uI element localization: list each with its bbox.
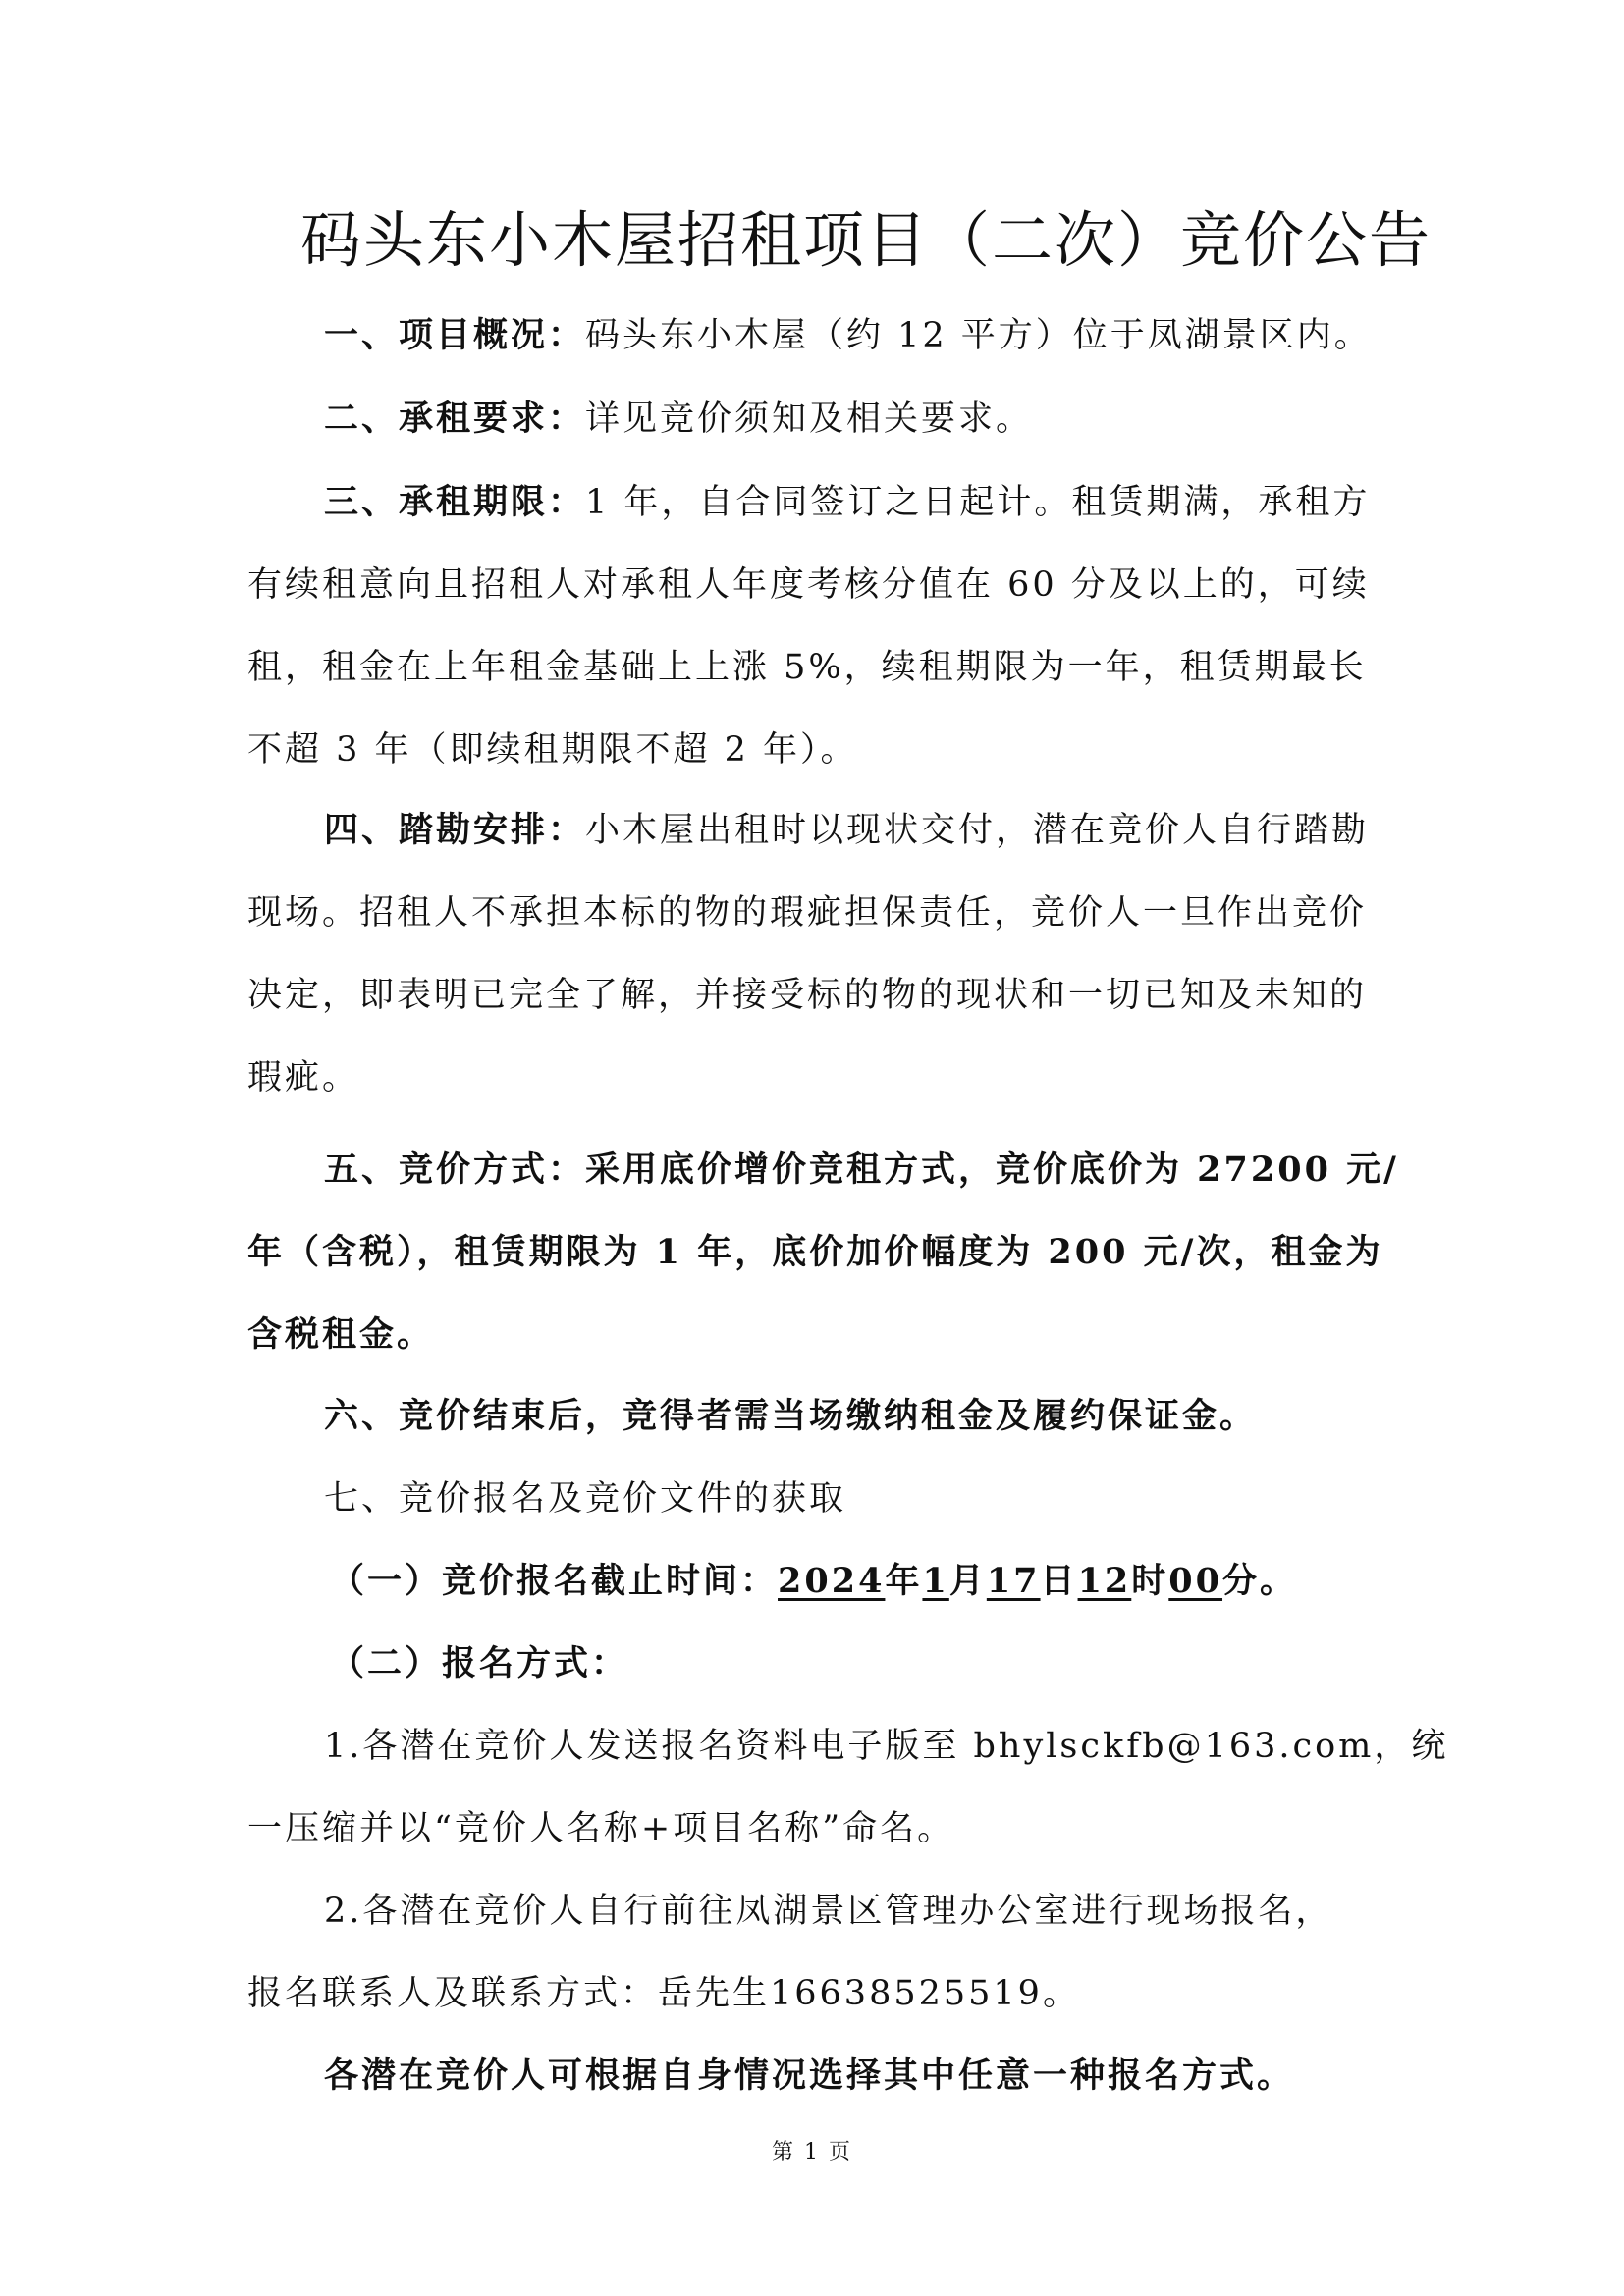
section-survey-line-2: 现场。招租人不承担本标的物的瑕疵担保责任，竞价人一旦作出竞价 xyxy=(247,893,1368,933)
deadline-month-unit: 月 xyxy=(948,1561,987,1601)
section-bidding-line-1: 五、竞价方式：采用底价增价竞租方式，竞价底价为 27200 元/ xyxy=(324,1149,1399,1190)
section-survey-line-1 xyxy=(324,807,1369,854)
registration-closing-note: 各潜在竞价人可根据自身情况选择其中任意一种报名方式。 xyxy=(324,2056,1295,2096)
section-term-line-2: 有续租意向且招租人对承租人年度考核分值在 60 分及以上的，可续 xyxy=(247,565,1370,605)
section-survey-text: 小木屋出租时以现状交付，潜在竞价人自行踏勘 xyxy=(585,811,1370,850)
section-survey-label: 四、踏勘安排： xyxy=(324,810,586,850)
section-term-line-1 xyxy=(324,479,1370,526)
section-survey-line-3: 决定，即表明已完全了解，并接受标的物的现状和一切已知及未知的 xyxy=(247,976,1368,1015)
section-bidding-line-3: 含税租金。 xyxy=(247,1314,435,1355)
section-term-label: 三、承租期限： xyxy=(324,482,586,522)
registration-method-heading: （二）报名方式： xyxy=(330,1643,629,1683)
deadline-day-unit: 日 xyxy=(1040,1561,1078,1601)
page-title: 码头东小木屋招租项目（二次）竞价公告 xyxy=(299,204,1432,276)
registration-method-1-line-1: 1.各潜在竞价人发送报名资料电子版至 bhylsckfb@163.com，统 xyxy=(324,1727,1449,1766)
registration-method-2-line-1: 2.各潜在竞价人自行前往凤湖景区管理办公室进行现场报名， xyxy=(324,1892,1333,1931)
section-survey-line-4: 瑕疵。 xyxy=(247,1058,360,1097)
section-overview-text: 码头东小木屋（约 12 平方）位于凤湖景区内。 xyxy=(585,316,1372,355)
deadline-hour: 12 xyxy=(1077,1561,1132,1601)
section-bidding-line-2: 年（含税），租赁期限为 1 年，底价加价幅度为 200 元/次，租金为 xyxy=(247,1232,1383,1272)
section-requirements xyxy=(324,396,1033,443)
section-overview-label: 一、项目概况： xyxy=(324,315,586,355)
registration-method-1-line-2: 一压缩并以“竞价人名称+项目名称”命名。 xyxy=(247,1809,955,1848)
section-term-line-4: 不超 3 年（即续租期限不超 2 年）。 xyxy=(247,730,858,770)
section-after-bidding: 六、竞价结束后，竞得者需当场缴纳租金及履约保证金。 xyxy=(324,1396,1258,1436)
deadline-day: 17 xyxy=(986,1561,1041,1601)
section-term-text: 1 年，自合同签订之日起计。租赁期满，承租方 xyxy=(585,483,1371,522)
deadline-minute: 00 xyxy=(1168,1561,1223,1601)
section-term-line-3: 租，租金在上年租金基础上上涨 5%，续租期限为一年，租赁期最长 xyxy=(247,648,1367,687)
deadline-label: （一）竞价报名截止时间： xyxy=(330,1561,779,1601)
section-overview xyxy=(324,312,1372,359)
registration-method-2-line-2: 报名联系人及联系方式：岳先生16638525519。 xyxy=(247,1974,1080,2013)
deadline-hour-unit: 时 xyxy=(1131,1561,1169,1601)
section-requirements-text: 详见竞价须知及相关要求。 xyxy=(585,400,1034,439)
registration-deadline xyxy=(330,1558,1297,1605)
page-number: 第 1 页 xyxy=(772,2140,852,2164)
deadline-month: 1 xyxy=(922,1561,949,1601)
section-requirements-label: 二、承租要求： xyxy=(324,399,586,439)
deadline-year: 2024 xyxy=(778,1561,886,1601)
section-registration-heading: 七、竞价报名及竞价文件的获取 xyxy=(324,1479,847,1519)
deadline-year-unit: 年 xyxy=(885,1561,923,1601)
deadline-minute-unit: 分。 xyxy=(1222,1561,1298,1601)
